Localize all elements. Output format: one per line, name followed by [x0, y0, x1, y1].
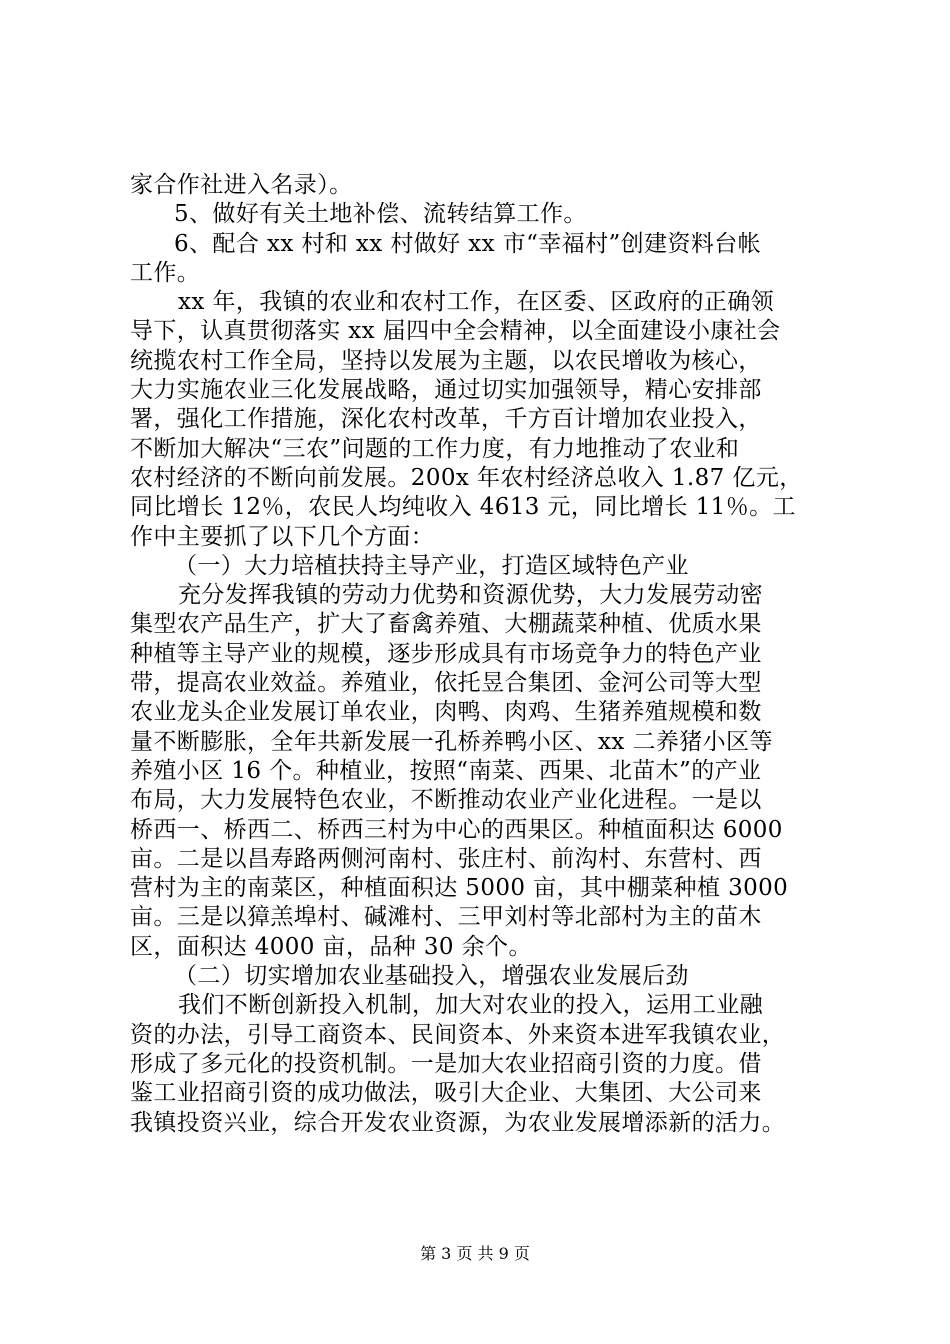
text-line: 不断加大解决“三农”问题的工作力度，有力地推动了农业和 [130, 435, 740, 462]
text-line: 农村经济的不断向前发展。200x 年农村经济总收入 1.87 亿元， [130, 464, 803, 491]
text-line: 充分发挥我镇的劳动力优势和资源优势，大力发展劳动密 [178, 582, 763, 609]
text-line: 区，面积达 4000 亩，品种 30 余个。 [130, 933, 532, 960]
text-line: 导下，认真贯彻落实 xx 届四中全会精神，以全面建设小康社会 [130, 318, 781, 345]
text-line: 带，提高农业效益。养殖业，依托昱合集团、金河公司等大型 [130, 670, 762, 697]
text-line: 营村为主的南菜区，种植面积达 5000 亩，其中棚菜种植 3000 [130, 875, 789, 902]
text-line: 形成了多元化的投资机制。一是加大农业招商引资的力度。借 [130, 1050, 762, 1077]
text-line: 署，强化工作措施，深化农村改革，千方百计增加农业投入， [130, 406, 762, 433]
text-line: 大力实施农业三化发展战略，通过切实加强领导，精心安排部 [130, 377, 762, 404]
text-line: 集型农产品生产，扩大了畜禽养殖、大棚蔬菜种植、优质水果 [130, 611, 762, 638]
text-line: 5、做好有关土地补偿、流转结算工作。 [174, 201, 587, 228]
text-line: 量不断膨胀，全年共新发展一孔桥养鸭小区、xx 二养猪小区等 [130, 728, 773, 755]
text-line: 鉴工业招商引资的成功做法，吸引大企业、大集团、大公司来 [130, 1080, 762, 1107]
text-line: 农业龙头企业发展订单农业，肉鸭、肉鸡、生猪养殖规模和数 [130, 699, 762, 726]
text-line: 家合作社进入名录）。 [130, 172, 353, 198]
text-line: 种植等主导产业的规模，逐步形成具有市场竞争力的特色产业 [130, 640, 762, 667]
text-line: （二）切实增加农业基础投入，增强农业发展后劲 [174, 963, 689, 990]
text-line: 统揽农村工作全局，坚持以发展为主题，以农民增收为核心， [130, 347, 762, 374]
text-line: 亩。三是以獐羔埠村、碱滩村、三甲刘村等北部村为主的苗木 [130, 904, 762, 931]
text-line: 桥西一、桥西二、桥西三村为中心的西果区。种植面积达 6000 [130, 816, 783, 843]
text-line: 6、配合 xx 村和 xx 村做好 xx 市“幸福村”创建资料台帐 [174, 230, 762, 257]
text-line: 布局，大力发展特色农业，不断推动农业产业化进程。一是以 [130, 787, 762, 814]
text-line: 资的办法，引导工商资本、民间资本、外来资本进军我镇农业， [130, 1021, 786, 1048]
text-line: 我们不断创新投入机制，加大对农业的投入，运用工业融 [178, 992, 763, 1019]
text-line: 养殖小区 16 个。种植业，按照“南菜、西果、北苗木”的产业 [130, 757, 762, 784]
text-line: 亩。二是以昌寿路两侧河南村、张庄村、前沟村、东营村、西 [130, 845, 762, 872]
text-line: 作中主要抓了以下几个方面： [130, 523, 435, 550]
text-line: （一）大力培植扶持主导产业，打造区域特色产业 [174, 552, 689, 579]
text-line: xx 年，我镇的农业和农村工作，在区委、区政府的正确领 [178, 289, 775, 316]
text-line: 我镇投资兴业，综合开发农业资源，为农业发展增添新的活力。 [130, 1109, 786, 1136]
text-line: 同比增长 12％，农民人均纯收入 4613 元，同比增长 11％。工 [130, 494, 796, 521]
page-footer: 第 3 页 共 9 页 [420, 1244, 530, 1263]
body-text [130, 171, 838, 1138]
text-line: 工作。 [130, 259, 201, 286]
